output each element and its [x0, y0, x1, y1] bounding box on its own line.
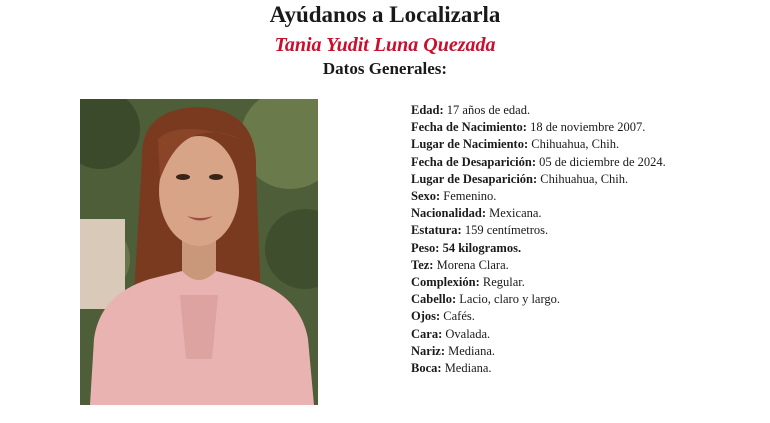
detail-row-nationality [411, 205, 691, 222]
detail-label: Complexión: [411, 275, 480, 290]
detail-label: Sexo: [411, 189, 441, 204]
detail-label: Ojos: [411, 309, 441, 324]
detail-row-eyes [411, 308, 691, 325]
detail-row-hair [411, 291, 691, 308]
detail-value: 159 centímetros. [464, 223, 549, 238]
detail-row-complexion-tone [411, 257, 691, 274]
detail-label: Fecha de Nacimiento: [411, 120, 527, 135]
detail-label: Fecha de Desaparición: [411, 154, 536, 169]
detail-row-disappearance-place [411, 171, 691, 188]
detail-row-weight [411, 240, 691, 257]
detail-row-age [411, 102, 691, 119]
detail-value: 54 kilogramos. [442, 240, 522, 255]
detail-label: Tez: [411, 257, 434, 272]
detail-label: Nacionalidad: [411, 206, 487, 221]
detail-label: Cara: [411, 326, 443, 341]
detail-value: Ovalada. [445, 326, 491, 341]
detail-label: Cabello: [411, 292, 457, 307]
detail-value: Cafés. [443, 309, 475, 324]
person-photo-icon [80, 99, 318, 405]
detail-value: Regular. [482, 275, 525, 290]
detail-row-nose [411, 343, 691, 360]
detail-label: Lugar de Desaparición: [411, 171, 538, 186]
detail-row-height [411, 222, 691, 239]
missing-person-name: Tania Yudit Luna Quezada [274, 34, 496, 56]
detail-row-sex [411, 188, 691, 205]
page-title: Ayúdanos a Localizarla [269, 2, 501, 27]
detail-label: Edad: [411, 103, 444, 117]
detail-row-disappearance-date [411, 154, 691, 171]
general-data-list [411, 102, 691, 377]
section-title: Datos Generales: [322, 59, 448, 78]
detail-row-face [411, 326, 691, 343]
detail-label: Lugar de Nacimiento: [411, 137, 529, 152]
detail-row-birth-date [411, 119, 691, 136]
detail-label: Nariz: [411, 343, 446, 358]
detail-value: 05 de diciembre de 2024. [539, 154, 666, 169]
detail-value: Mediana. [448, 343, 495, 358]
detail-row-mouth [411, 360, 691, 377]
detail-value: Morena Clara. [436, 257, 509, 272]
detail-value: Chihuahua, Chih. [531, 137, 620, 152]
detail-row-build [411, 274, 691, 291]
detail-label: Peso: [411, 240, 440, 255]
detail-value: Mexicana. [489, 206, 542, 221]
detail-label: Estatura: [411, 223, 462, 238]
detail-value: Lacio, claro y largo. [459, 292, 561, 307]
detail-value: Femenino. [443, 189, 497, 204]
detail-row-birth-place [411, 136, 691, 153]
detail-value: 18 de noviembre 2007. [530, 120, 646, 135]
detail-value: 17 años de edad. [446, 103, 531, 117]
detail-value: Chihuahua, Chih. [540, 171, 629, 186]
detail-label: Boca: [411, 361, 442, 376]
detail-value: Mediana. [444, 361, 492, 376]
person-photo [80, 99, 318, 405]
